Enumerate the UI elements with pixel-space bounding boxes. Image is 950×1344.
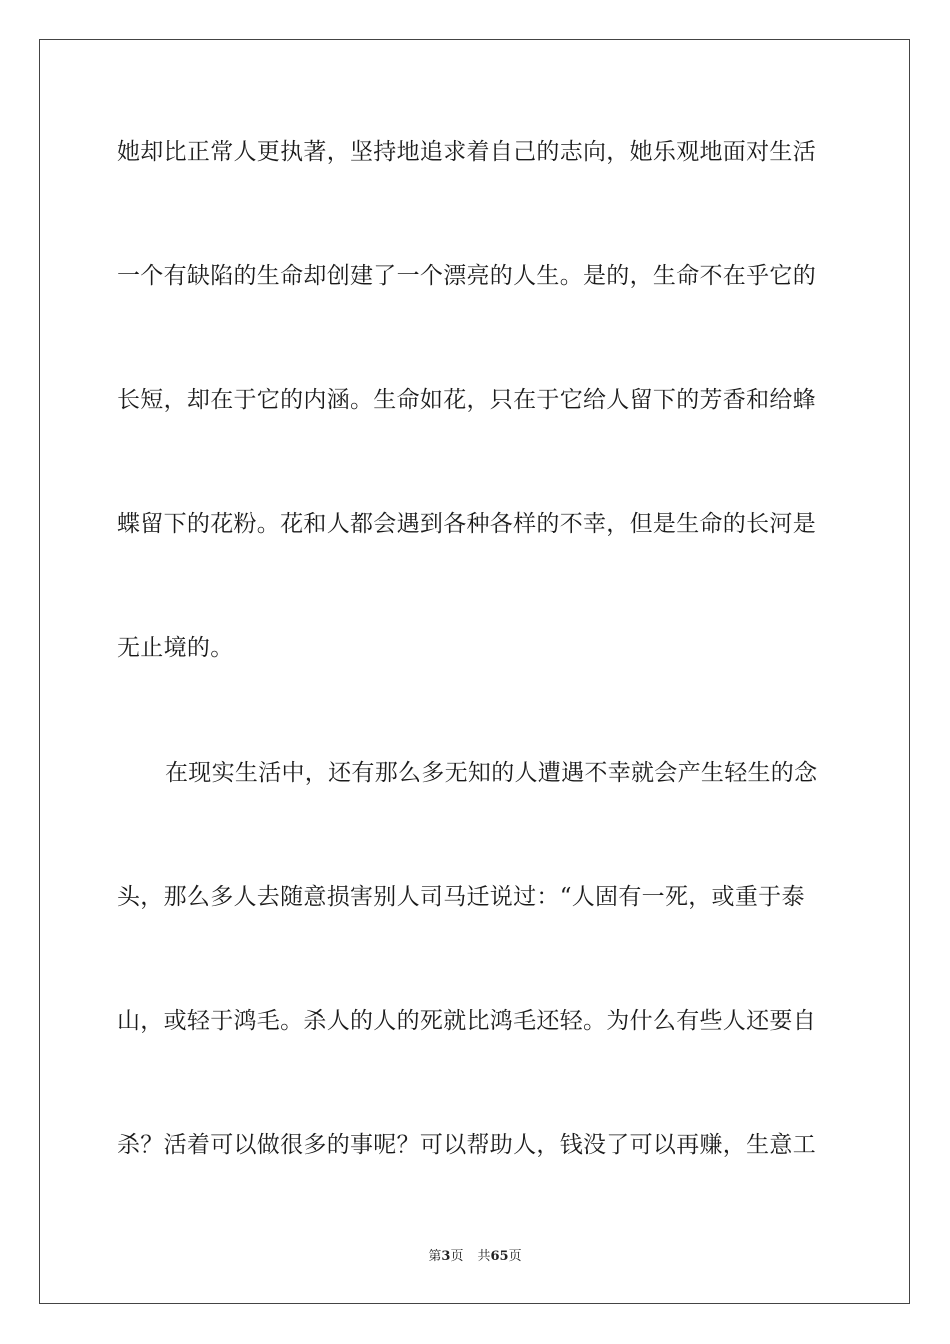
paragraph-first-line: 在现实生活中，还有那么多无知的人遭遇不幸就会产生轻生的念	[165, 760, 818, 786]
body-text-line: 一个有缺陷的生命却创建了一个漂亮的人生。是的，生命不在乎它的	[117, 263, 816, 289]
page-border	[39, 39, 910, 1304]
body-text-line: 她却比正常人更执著，坚持地追求着自己的志向，她乐观地面对生活	[117, 139, 816, 165]
body-text-line: 头，那么多人去随意损害别人司马迁说过：“人固有一死，或重于泰	[117, 884, 805, 910]
page-suffix: 页	[450, 1249, 464, 1264]
page-footer	[0, 1248, 950, 1266]
page-prefix: 第	[428, 1249, 442, 1264]
total-suffix: 页	[508, 1249, 522, 1264]
body-text-line: 杀？活着可以做很多的事呢？可以帮助人，钱没了可以再赚，生意工	[117, 1132, 816, 1158]
body-text-line: 长短，却在于它的内涵。生命如花，只在于它给人留下的芳香和给蜂	[117, 387, 816, 413]
page-number: 3	[441, 1249, 451, 1264]
body-text-line: 山，或轻于鸿毛。杀人的人的死就比鸿毛还轻。为什么有些人还要自	[117, 1008, 816, 1034]
body-text-line: 蝶留下的花粉。花和人都会遇到各种各样的不幸，但是生命的长河是	[117, 511, 816, 537]
total-pages: 65	[490, 1249, 509, 1264]
body-text-line: 无止境的。	[117, 635, 234, 661]
total-prefix: 共	[477, 1249, 491, 1264]
